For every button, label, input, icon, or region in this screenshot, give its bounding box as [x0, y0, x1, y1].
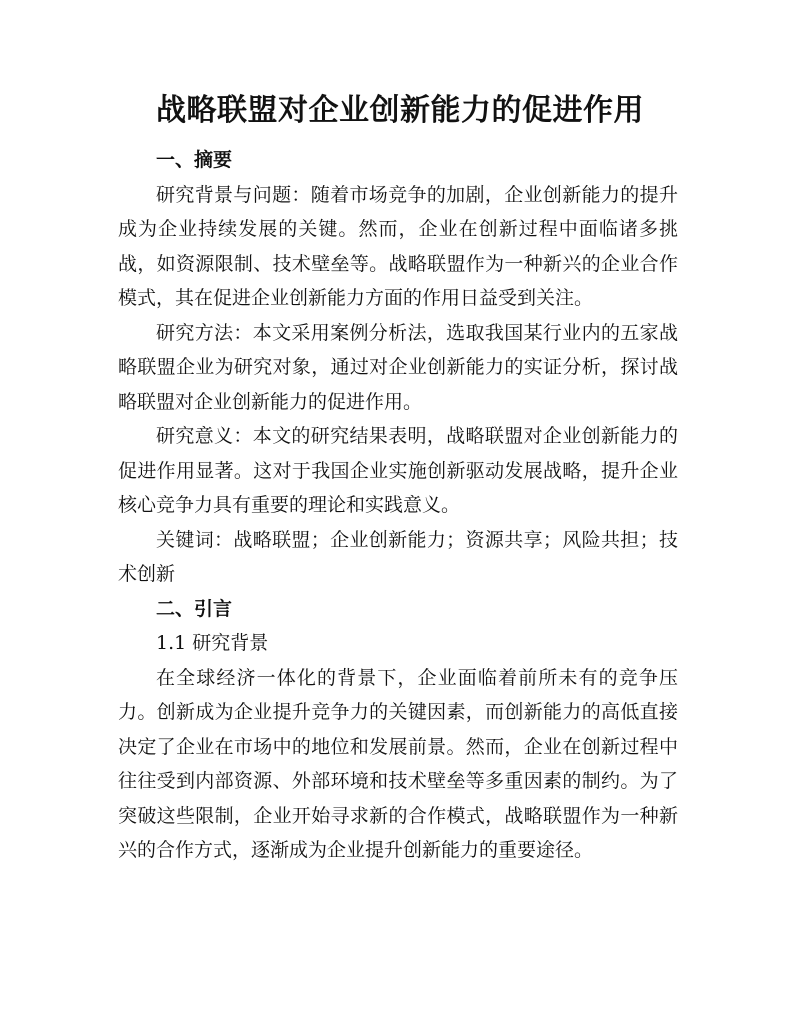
keywords-paragraph: 关键词：战略联盟；企业创新能力；资源共享；风险共担；技术创新	[118, 528, 678, 585]
document-title: 战略联盟对企业创新能力的促进作用	[156, 93, 644, 128]
abstract-method-paragraph: 研究方法：本文采用案例分析法，选取我国某行业内的五家战略联盟企业为研究对象，通过对企业创新能力的实证分析，探讨战略联盟对企业创新能力的促进作用。	[118, 321, 678, 413]
section-heading-introduction: 二、引言	[156, 597, 233, 620]
abstract-significance-paragraph: 研究意义：本文的研究结果表明，战略联盟对企业创新能力的促进作用显著。这对于我国企业实施创新驱动发展战略，提升企业核心竞争力具有重要的理论和实践意义。	[118, 425, 678, 516]
document-body	[118, 143, 678, 868]
abstract-background-paragraph: 研究背景与问题：随着市场竞争的加剧，企业创新能力的提升成为企业持续发展的关键。然而，企业在创新过程中面临诸多挑战，如资源限制、技术壁垒等。战略联盟作为一种新兴的企业合作模式，其在促进企业创新能力方面的作用日益受到关注。	[118, 183, 678, 309]
section-heading-abstract: 一、摘要	[156, 149, 233, 171]
background-paragraph: 在全球经济一体化的背景下，企业面临着前所未有的竞争压力。创新成为企业提升竞争力的关键因素，而创新能力的高低直接决定了企业在市场中的地位和发展前景。然而，企业在创新过程中往往受到内部资源、外部环境和技术壁垒等多重因素的制约。为了突破这些限制，企业开始寻求新的合作模式，战略联盟作为一种新兴的合作方式，逐渐成为企业提升创新能力的重要途径。	[118, 666, 678, 861]
subsection-heading-background: 1.1 研究背景	[156, 632, 269, 654]
